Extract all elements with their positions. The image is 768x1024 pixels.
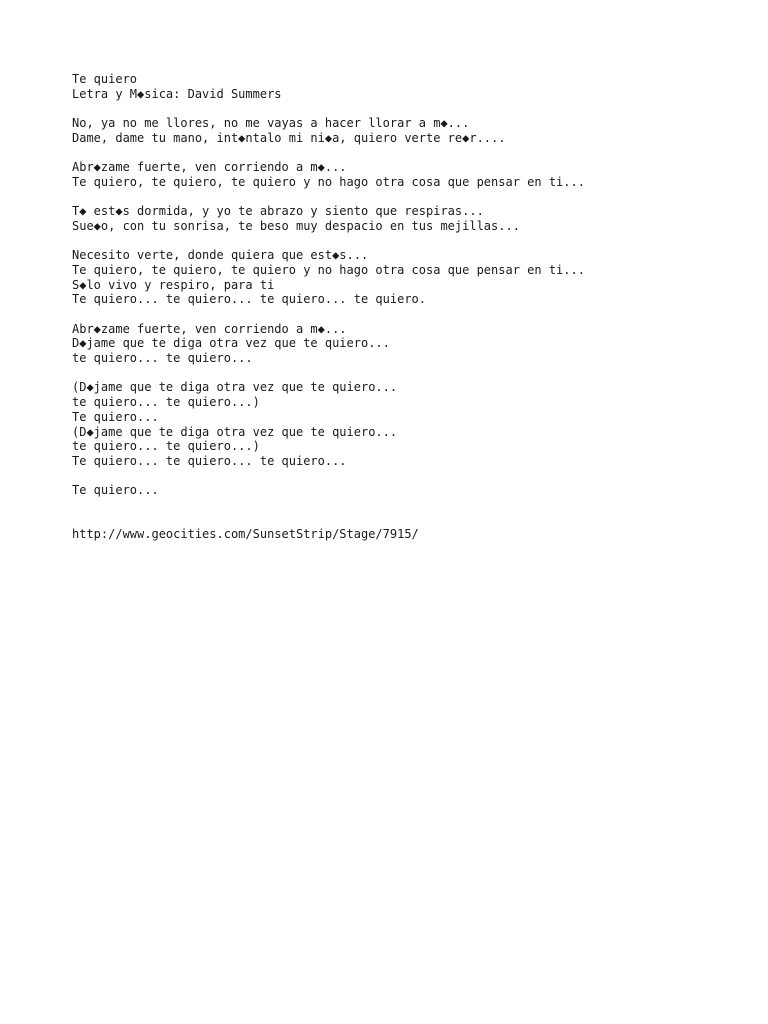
lyric-line: Te quiero, te quiero, te quiero y no hago otra cosa que pensar en ti... xyxy=(72,262,585,277)
stanza-2 xyxy=(72,160,752,189)
stanza-1 xyxy=(72,116,752,145)
song-title: Te quiero xyxy=(72,72,138,86)
lyric-line: Sue◆o, con tu sonrisa, te beso muy despacio en tus mejillas... xyxy=(72,218,520,233)
stanza-4 xyxy=(72,248,752,307)
lyric-line: (D◆jame que te diga otra vez que te quiero... xyxy=(72,380,398,395)
lyric-line: D◆jame que te diga otra vez que te quiero... xyxy=(72,336,390,351)
lyric-line: (D◆jame que te diga otra vez que te quiero... xyxy=(72,424,398,439)
spacer xyxy=(72,234,752,249)
lyric-line: No, ya no me llores, no me vayas a hacer llorar a m◆... xyxy=(72,116,470,131)
stanza-7 xyxy=(72,483,752,498)
spacer xyxy=(72,101,752,116)
stanza-6 xyxy=(72,380,752,468)
source-url: http://www.geocities.com/SunsetStrip/Stage/7915/ xyxy=(72,527,419,542)
spacer xyxy=(72,498,752,527)
lyric-line: S◆lo vivo y respiro, para ti xyxy=(72,277,275,292)
spacer xyxy=(72,145,752,160)
lyric-line: Te quiero... te quiero... te quiero... xyxy=(72,453,347,468)
lyric-line: Abr◆zame fuerte, ven corriendo a m◆... xyxy=(72,321,347,336)
lyric-line: Te quiero... xyxy=(72,483,159,498)
lyric-line: Te quiero... xyxy=(72,409,159,424)
lyrics-document xyxy=(72,72,752,542)
spacer xyxy=(72,366,752,381)
lyric-line: te quiero... te quiero...) xyxy=(72,395,260,410)
lyric-line: Dame, dame tu mano, int◆ntalo mi ni◆a, quiero verte re◆r.... xyxy=(72,130,506,145)
song-credits: Letra y M◆sica: David Summers xyxy=(72,86,282,101)
lyric-line: T◆ est◆s dormida, y yo te abrazo y siento que respiras... xyxy=(72,204,484,219)
spacer xyxy=(72,307,752,322)
stanza-5 xyxy=(72,322,752,366)
lyric-line: te quiero... te quiero...) xyxy=(72,439,260,454)
lyric-line: Te quiero, te quiero, te quiero y no hago otra cosa que pensar en ti... xyxy=(72,174,585,189)
lyric-line: te quiero... te quiero... xyxy=(72,351,253,366)
stanza-3 xyxy=(72,204,752,233)
spacer xyxy=(72,190,752,205)
lyric-line: Abr◆zame fuerte, ven corriendo a m◆... xyxy=(72,160,347,175)
lyric-line: Necesito verte, donde quiera que est◆s... xyxy=(72,248,369,263)
spacer xyxy=(72,469,752,484)
lyric-line: Te quiero... te quiero... te quiero... te quiero. xyxy=(72,292,427,307)
